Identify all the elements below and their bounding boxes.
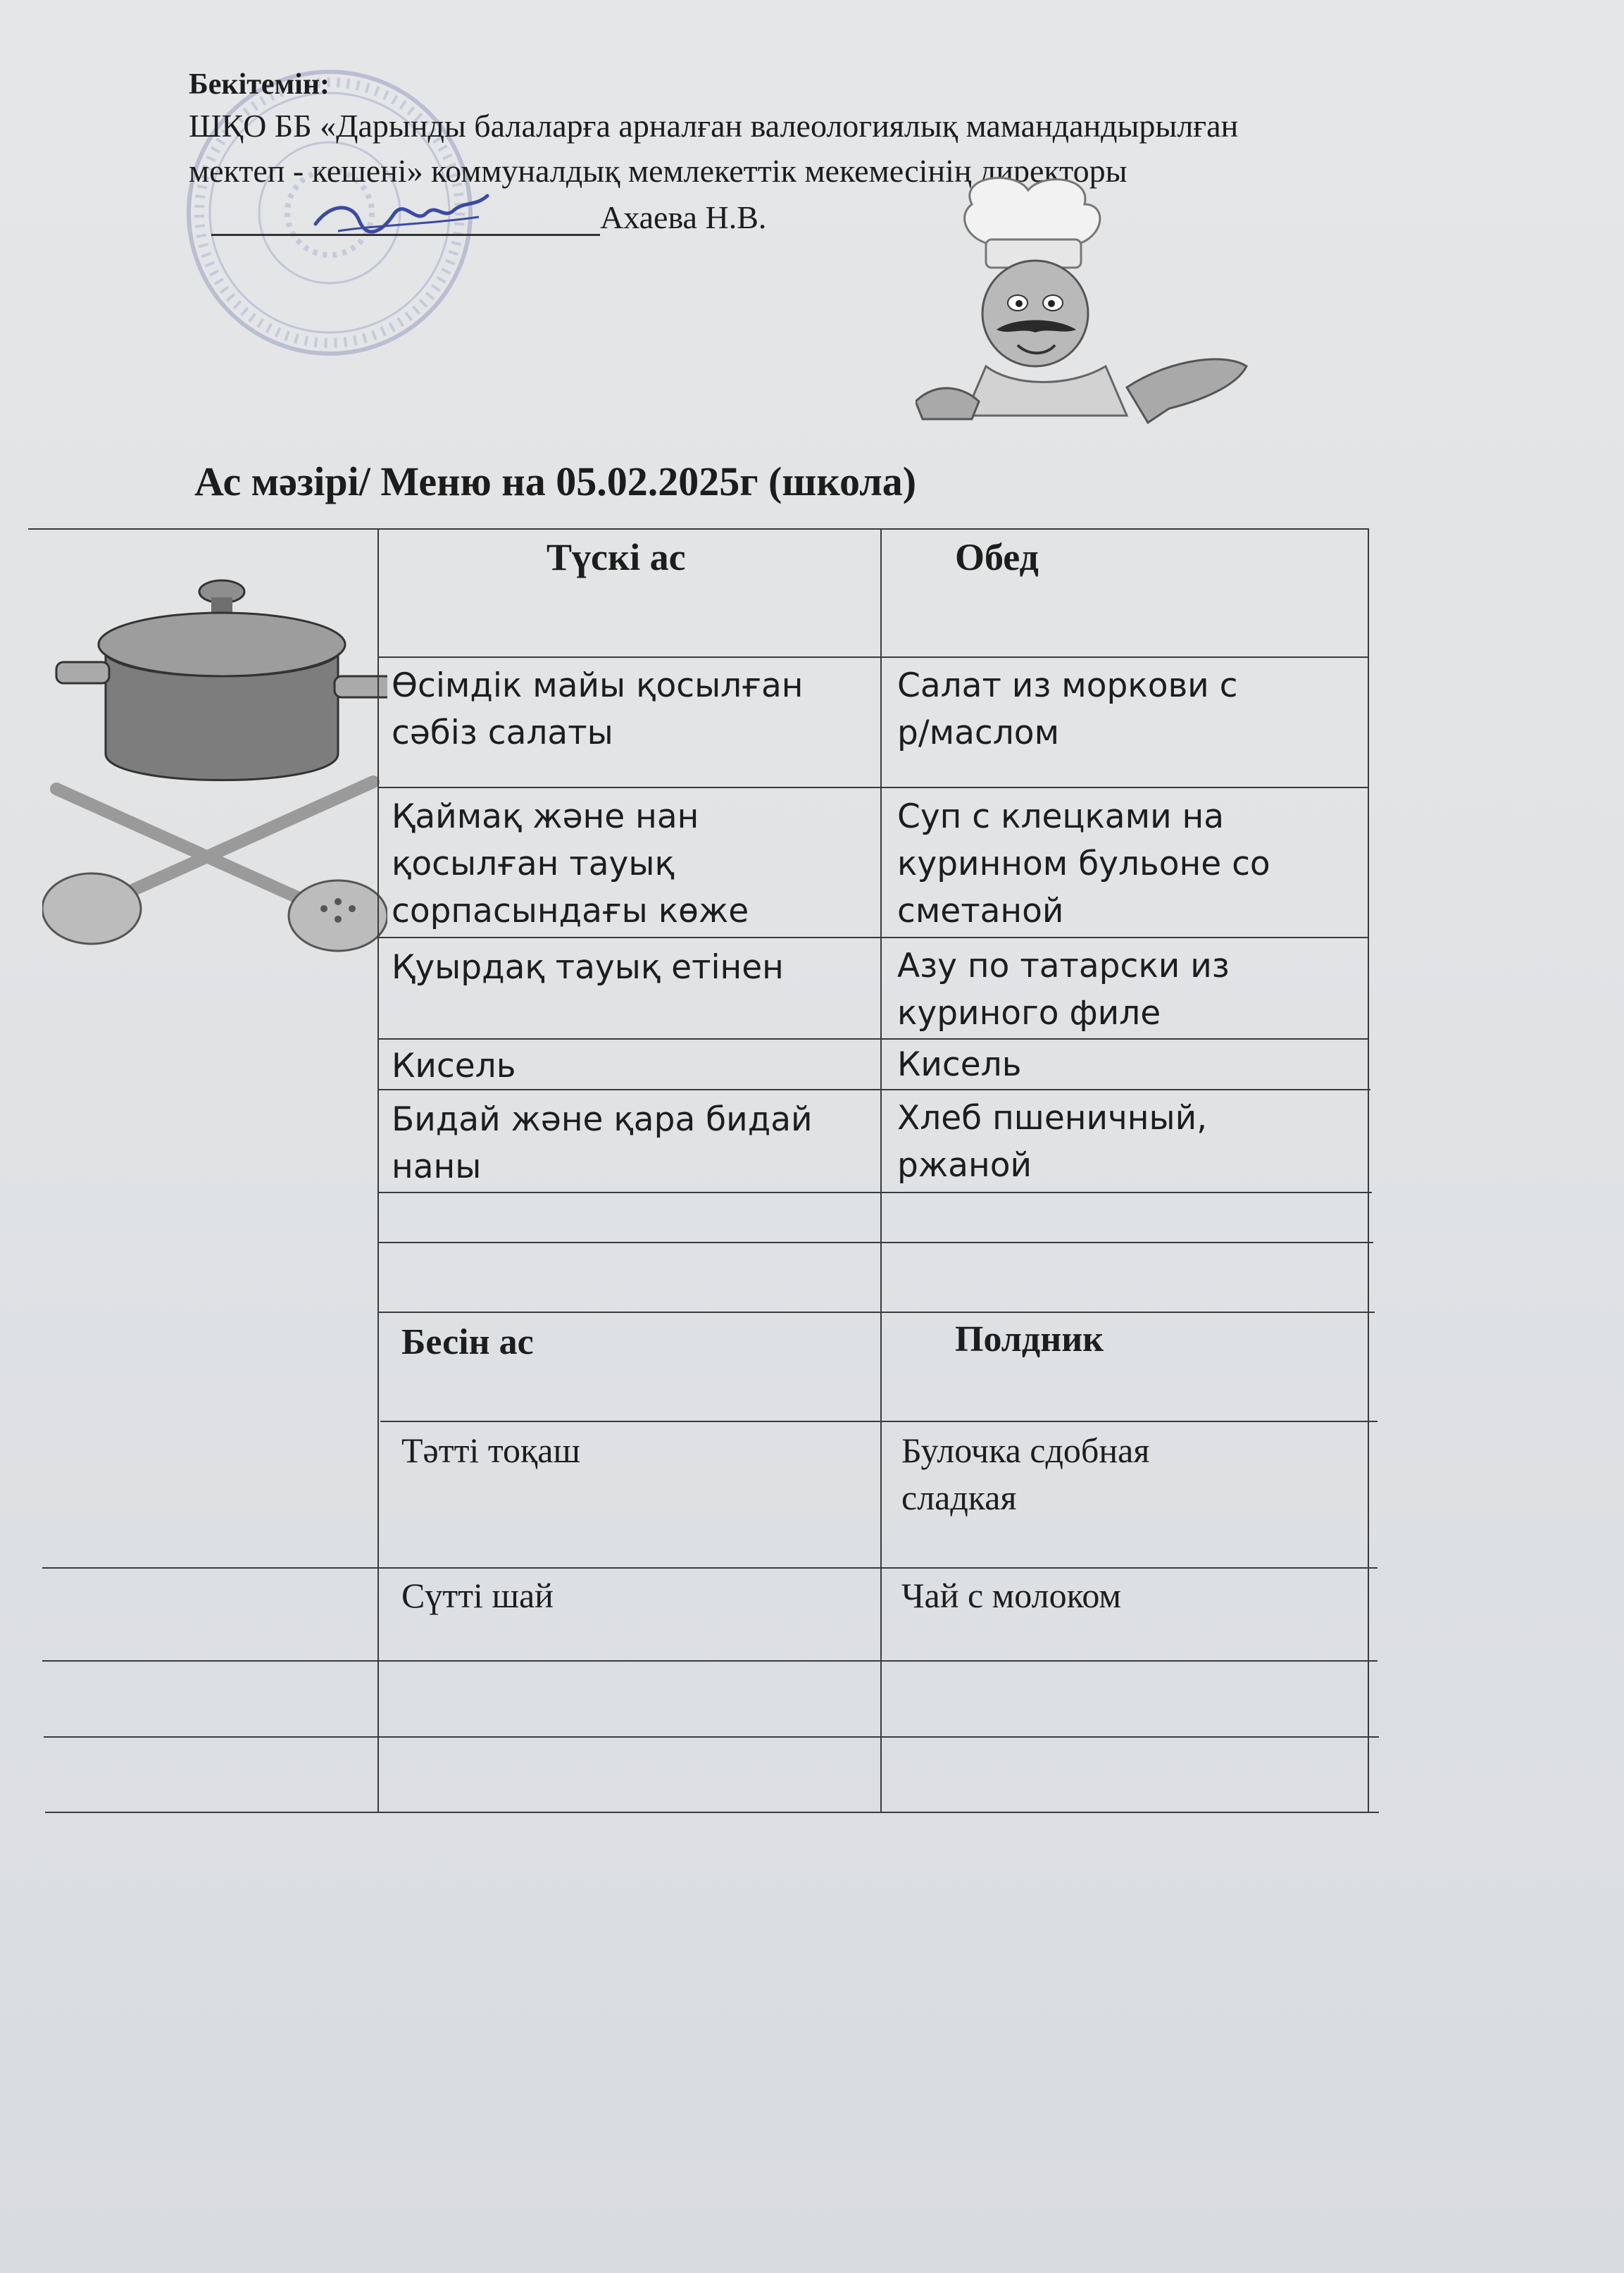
approval-org-line-2: мектеп - кешені» коммуналдық мемлекеттік мекемесінің директоры [189,153,1128,189]
dish-kz-line: Өсімдік майы қосылған [392,666,804,705]
table-row [392,662,804,756]
table-row [392,1042,516,1090]
approval-org-line-1: ШҚО ББ «Дарынды балаларға арналған валеологиялық мамандандырылған [189,108,1239,144]
dish-ru-line: Салат из моркови с [897,666,1238,705]
cooking-pot-icon [42,578,387,958]
dish-ru-line: сметаной [897,892,1064,930]
table-row [401,1427,580,1474]
table-row [901,1572,1121,1619]
dish-kz-line: Бидай және қара бидай [392,1100,813,1139]
lunch-header-ru: Обед [955,536,1039,578]
table-row [392,944,784,991]
approval-title: Бекітемін: [189,68,330,101]
dish-kz-line: наны [392,1147,482,1186]
table-row [901,1427,1149,1521]
table-row [897,942,1230,1037]
dish-ru-line: Чай с молоком [901,1576,1122,1615]
dish-kz-line: Қуырдақ тауық етінен [392,948,784,987]
dish-kz-line: Тәтті тоқаш [401,1431,581,1470]
dish-kz-line: Сүтті шай [401,1576,554,1615]
snack-header-ru: Полдник [955,1319,1104,1359]
dish-ru-line: Суп с клецками на [897,797,1225,836]
dish-kz-line: қосылған тауық [392,845,675,883]
dish-kz-line: сорпасындағы көже [392,892,749,930]
dish-ru-line: сладкая [901,1478,1017,1517]
dish-ru-line: Азу по татарски из [897,947,1230,985]
menu-title: Ас мәзірі/ Меню на 05.02.2025г (школа) [194,459,917,504]
dish-ru-line: Кисель [897,1045,1022,1084]
snack-header-kz: Бесін ас [401,1322,534,1362]
dish-ru-line: куринном бульоне со [897,845,1270,883]
table-row [392,1096,813,1190]
dish-kz-line: сәбіз салаты [392,714,613,752]
table-row [392,793,749,935]
dish-ru-line: куриного филе [897,994,1161,1033]
dish-kz-line: Кисель [392,1047,516,1085]
chef-icon [916,176,1268,437]
ladles-icon [42,782,387,951]
dish-ru-line: ржаной [897,1146,1032,1185]
table-row [897,1041,1021,1088]
table-row [897,793,1270,935]
director-name: Ахаева Н.В. [600,199,767,235]
dish-ru-line: Булочка сдобная [901,1431,1150,1470]
lunch-header-kz: Түскі ас [546,536,686,578]
dish-ru-line: Хлеб пшеничный, [897,1099,1208,1138]
table-row [897,1095,1207,1189]
dish-ru-line: р/маслом [897,714,1060,752]
signature [310,182,493,245]
dish-kz-line: Қаймақ және нан [392,797,699,836]
table-row [897,662,1237,756]
table-row [401,1572,554,1619]
